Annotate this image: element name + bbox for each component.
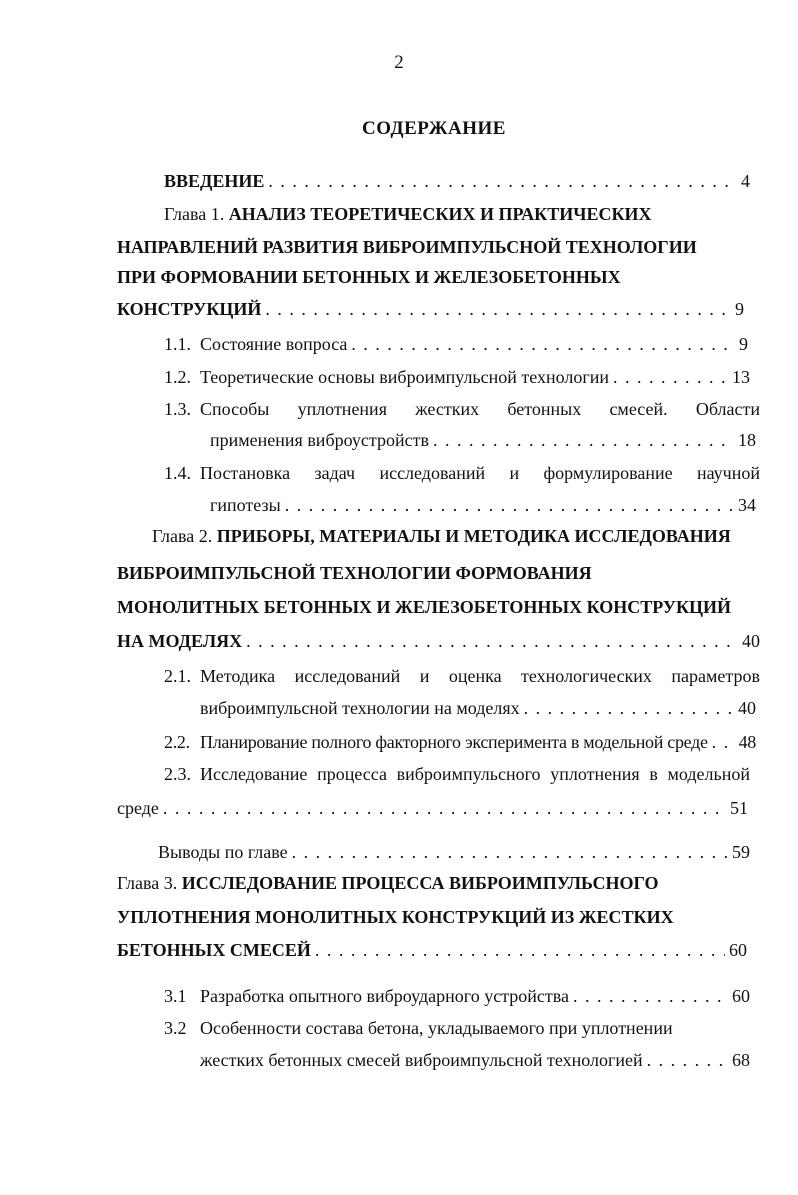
toc-page: 68 bbox=[732, 1050, 750, 1070]
toc-page: 59 bbox=[732, 842, 750, 862]
toc-label-line-1: Особенности состава бетона, укладываемого при уплотнении bbox=[200, 1018, 673, 1038]
toc-entry-1-1[interactable] bbox=[164, 333, 748, 355]
toc-entry-3-1[interactable] bbox=[164, 985, 750, 1007]
toc-entry-conclusions[interactable] bbox=[158, 841, 750, 863]
leader-dots bbox=[285, 494, 734, 516]
toc-label-line-2: жестких бетонных смесей виброимпульсной технологией bbox=[200, 1050, 643, 1070]
toc-page: 4 bbox=[741, 171, 750, 191]
chapter-1-line-1 bbox=[164, 203, 652, 225]
leader-dots bbox=[265, 298, 731, 320]
leader-dots bbox=[351, 333, 735, 355]
page-number: 2 bbox=[394, 52, 404, 73]
toc-page: 9 bbox=[735, 299, 744, 319]
toc-page: 18 bbox=[738, 430, 756, 450]
chapter-1-line-3: ПРИ ФОРМОВАНИИ БЕТОННЫХ И ЖЕЛЕЗОБЕТОННЫХ bbox=[117, 267, 621, 287]
leader-dots bbox=[573, 985, 728, 1007]
chapter-prefix: Глава 1. bbox=[164, 204, 229, 224]
toc-page: 60 bbox=[729, 940, 747, 960]
toc-entry-2-3-cont[interactable] bbox=[117, 797, 748, 819]
leader-dots bbox=[163, 797, 726, 819]
toc-entry-chapter-2[interactable] bbox=[117, 630, 760, 652]
toc-label: НА МОДЕЛЯХ bbox=[117, 631, 243, 651]
leader-dots bbox=[315, 939, 725, 961]
toc-label: КОНСТРУКЦИЙ bbox=[117, 299, 262, 319]
chapter-2-line-2: ВИБРОИМПУЛЬСНОЙ ТЕХНОЛОГИИ ФОРМОВАНИЯ bbox=[117, 563, 592, 583]
toc-page: 40 bbox=[738, 698, 756, 718]
section-number: 1.3. bbox=[164, 399, 191, 419]
toc-label: Выводы по главе bbox=[158, 842, 288, 862]
toc-label-line-2: гипотезы bbox=[210, 495, 281, 515]
toc-label: ВВЕДЕНИЕ bbox=[164, 171, 265, 191]
chapter-prefix: Глава 3. bbox=[117, 873, 182, 893]
toc-entry-chapter-1[interactable] bbox=[117, 298, 744, 320]
chapter-prefix: Глава 2. bbox=[152, 526, 217, 546]
toc-entry-1-2[interactable] bbox=[164, 366, 750, 388]
section-number: 2.2. bbox=[164, 732, 190, 752]
toc-label: Планирование полного факторного эксперимента в модельной среде bbox=[200, 732, 708, 752]
chapter-title: ИССЛЕДОВАНИЕ ПРОЦЕССА ВИБРОИМПУЛЬСНОГО bbox=[181, 873, 659, 893]
toc-page: 51 bbox=[730, 798, 748, 818]
toc-entry-1-3-cont[interactable] bbox=[210, 429, 756, 451]
toc-label-line-1: Методика исследований и оценка технологических параметров bbox=[200, 666, 760, 686]
leader-dots bbox=[246, 630, 738, 652]
leader-dots bbox=[524, 697, 734, 719]
toc-entry-chapter-3[interactable] bbox=[117, 939, 747, 961]
toc-label-line-1: Постановка задач исследований и формулирование научной bbox=[200, 463, 760, 483]
toc-entry-2-1[interactable] bbox=[164, 665, 760, 687]
leader-dots bbox=[613, 366, 728, 388]
toc-entry-2-2[interactable] bbox=[164, 731, 756, 753]
chapter-1-line-2: НАПРАВЛЕНИЙ РАЗВИТИЯ ВИБРОИМПУЛЬСНОЙ ТЕХНОЛОГИИ bbox=[117, 237, 697, 257]
toc-entry-intro[interactable] bbox=[164, 170, 750, 192]
toc-entry-1-4-cont[interactable] bbox=[210, 494, 756, 516]
section-number: 1.1. bbox=[164, 334, 191, 354]
section-number: 1.4. bbox=[164, 463, 191, 483]
chapter-title: ПРИБОРЫ, МАТЕРИАЛЫ И МЕТОДИКА ИССЛЕДОВАНИЯ bbox=[216, 526, 731, 546]
section-number: 2.1. bbox=[164, 666, 191, 686]
toc-entry-3-2-cont[interactable] bbox=[200, 1049, 750, 1071]
leader-dots bbox=[647, 1049, 728, 1071]
toc-label-line-2: применения виброустройств bbox=[210, 430, 429, 450]
section-number: 3.2 bbox=[164, 1018, 187, 1038]
toc-page: 60 bbox=[732, 986, 750, 1006]
chapter-2-line-1 bbox=[152, 525, 731, 547]
chapter-3-line-1 bbox=[117, 872, 659, 894]
toc-label-line-2: виброимпульсной технологии на моделях bbox=[200, 698, 520, 718]
leader-dots bbox=[433, 429, 734, 451]
toc-label: Состояние вопроса bbox=[200, 334, 348, 354]
leader-dots bbox=[712, 731, 735, 753]
leader-dots bbox=[292, 841, 728, 863]
chapter-2-line-3: МОНОЛИТНЫХ БЕТОННЫХ И ЖЕЛЕЗОБЕТОННЫХ КОНСТРУКЦИЙ bbox=[117, 597, 732, 617]
toc-label-line-1: Способы уплотнения жестких бетонных смесей. Области bbox=[200, 399, 760, 419]
page-title: СОДЕРЖАНИЕ bbox=[362, 118, 506, 139]
chapter-3-line-2: УПЛОТНЕНИЯ МОНОЛИТНЫХ КОНСТРУКЦИЙ ИЗ ЖЕСТКИХ bbox=[117, 907, 674, 927]
toc-entry-1-3[interactable] bbox=[164, 398, 760, 420]
leader-dots bbox=[268, 170, 737, 192]
toc-label: БЕТОННЫХ СМЕСЕЙ bbox=[117, 940, 311, 960]
toc-page: 48 bbox=[738, 732, 756, 752]
section-number: 2.3. bbox=[164, 764, 191, 784]
toc-label: Теоретические основы виброимпульсной технологии bbox=[200, 367, 610, 387]
toc-entry-3-2[interactable] bbox=[164, 1017, 673, 1039]
toc-page: 40 bbox=[742, 631, 760, 651]
toc-entry-2-1-cont[interactable] bbox=[200, 697, 756, 719]
section-number: 3.1 bbox=[164, 986, 187, 1006]
toc-label-line-1: Исследование процесса виброимпульсного уплотнения в модельной bbox=[200, 764, 750, 784]
toc-label-line-2: среде bbox=[117, 798, 159, 818]
toc-label: Разработка опытного виброударного устройства bbox=[200, 986, 570, 1006]
toc-page: 9 bbox=[739, 334, 748, 354]
chapter-title: АНАЛИЗ ТЕОРЕТИЧЕСКИХ И ПРАКТИЧЕСКИХ bbox=[228, 204, 652, 224]
toc-page: 34 bbox=[738, 495, 756, 515]
toc-entry-1-4[interactable] bbox=[164, 462, 760, 484]
toc-page: 13 bbox=[732, 367, 750, 387]
toc-entry-2-3[interactable] bbox=[164, 763, 750, 785]
section-number: 1.2. bbox=[164, 367, 191, 387]
